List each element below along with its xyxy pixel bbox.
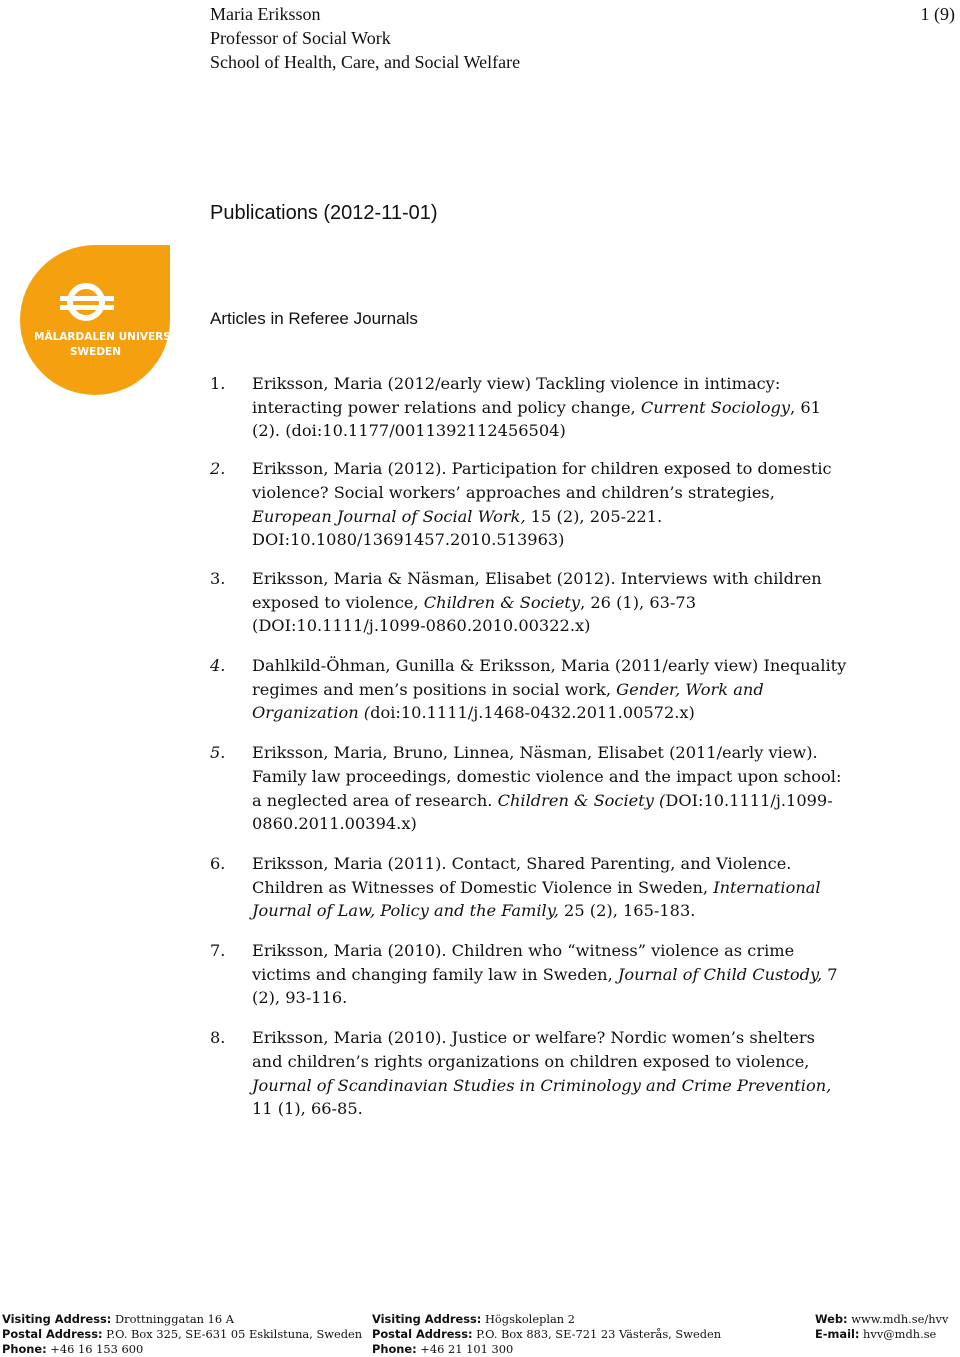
journal-name: Children & Society ( <box>497 790 666 810</box>
journal-name: International Journal of Law, Policy and the Family, <box>252 877 821 921</box>
publication-number: 1. <box>210 374 226 393</box>
author-school: School of Health, Care, and Social Welfare <box>210 52 521 72</box>
journal-name: European Journal of Social Work, <box>252 506 526 526</box>
publication-list <box>210 372 850 1121</box>
email-link[interactable]: hvv@mdh.se <box>859 1327 937 1341</box>
publication-number: 8. <box>210 1028 226 1048</box>
publication-item <box>210 852 850 923</box>
logo-badge <box>20 245 170 395</box>
logo-line2: SWEDEN <box>70 346 121 358</box>
footer-eskilstuna <box>2 1312 362 1357</box>
publication-citation: Eriksson, Maria, Bruno, Linnea, Näsman, Elisabet (2011/early view). Family law proceedings, domestic violence and the impact upon school: a neglected area of research. Children & Society (DOI:10.1111/j.1099-0860.2011.00394.x) <box>252 743 842 834</box>
university-logo <box>20 245 190 395</box>
publication-item <box>210 1026 850 1121</box>
journal-name: Children & Society <box>423 592 581 612</box>
footer-contact <box>815 1312 948 1342</box>
publication-number: 6. <box>210 853 226 873</box>
footer-line: Visiting Address: Drottninggatan 16 A <box>2 1312 234 1326</box>
publication-item <box>210 457 850 552</box>
publication-citation: Eriksson, Maria (2010). Justice or welfare? Nordic women’s shelters and children’s rights organizations on children exposed to violence, Journal of Scandinavian Studies in Criminology and Crime Prevention, 11 (1), 66-85. <box>252 1028 832 1119</box>
footer-web: Web: www.mdh.se/hvv <box>815 1312 949 1326</box>
journal-name: Gender, Work and Organization ( <box>252 679 764 723</box>
publication-number: 3. <box>210 568 226 588</box>
footer-vasteras <box>372 1312 721 1357</box>
letterhead <box>210 2 520 74</box>
publication-item <box>210 372 850 443</box>
journal-name: Current Sociology <box>640 397 791 417</box>
footer-line: Visiting Address: Högskoleplan 2 <box>372 1312 575 1326</box>
journal-name: Journal of Child Custody, <box>617 964 823 984</box>
footer-line: Phone: +46 16 153 600 <box>2 1342 144 1356</box>
publication-item <box>210 567 850 638</box>
page-title: Publications (2012-11-01) <box>210 202 438 224</box>
publication-number: 2. <box>210 459 226 479</box>
publication-item <box>210 939 850 1010</box>
publication-citation: Eriksson, Maria & Näsman, Elisabet (2012). Interviews with children exposed to violence, Children & Society, 26 (1), 63-73 (DOI:10.1111/j.1099-0860.2010.00322.x) <box>252 568 822 636</box>
footer-email: E-mail: hvv@mdh.se <box>815 1327 937 1341</box>
footer-line: Phone: +46 21 101 300 <box>372 1342 514 1356</box>
author-position: Professor of Social Work <box>210 28 391 48</box>
footer-line: Postal Address: P.O. Box 325, SE-631 05 Eskilstuna, Sweden <box>2 1327 363 1341</box>
section-title: Articles in Referee Journals <box>210 309 418 328</box>
footer-line: Postal Address: P.O. Box 883, SE-721 23 Västerås, Sweden <box>372 1327 722 1341</box>
journal-name: Journal of Scandinavian Studies in Criminology and Crime Prevention, <box>252 1075 832 1095</box>
logo-line1: MÄLARDALEN UNIVERSITY <box>34 331 190 343</box>
publication-item <box>210 741 850 836</box>
publication-citation: Dahlkild-Öhman, Gunilla & Eriksson, Maria (2011/early view) Inequality regimes and men’s positions in social work, Gender, Work and Organization (doi:10.1111/j.1468-0432.2011.00572.x) <box>252 656 847 723</box>
publication-item <box>210 654 850 725</box>
publication-citation: Eriksson, Maria (2012). Participation for children exposed to domestic violence? Social workers’ approaches and children’s strategies, European Journal of Social Work, 15 (2), 205-221. DOI:10.1080/13691457.2010.513963) <box>252 459 832 550</box>
web-link[interactable]: www.mdh.se/hvv <box>847 1312 949 1326</box>
publication-citation: Eriksson, Maria (2012/early view) Tackling violence in intimacy: interacting power relations and policy change, Current Sociology, 61 (2). (doi:10.1177/0011392112456504) <box>252 374 821 441</box>
publication-number: 4. <box>210 656 226 676</box>
page-number: 1 (9) <box>920 4 955 24</box>
publication-citation: Eriksson, Maria (2010). Children who “witness” violence as crime victims and changing family law in Sweden, Journal of Child Custody, 7 (2), 93-116. <box>252 941 838 1008</box>
publication-number: 7. <box>210 941 226 961</box>
publication-number: 5. <box>210 743 226 763</box>
author-name: Maria Eriksson <box>210 4 321 24</box>
publication-citation: Eriksson, Maria (2011). Contact, Shared Parenting, and Violence. Children as Witnesses of Domestic Violence in Sweden, International Journal of Law, Policy and the Family, 25 (2), 165-183. <box>252 853 821 921</box>
